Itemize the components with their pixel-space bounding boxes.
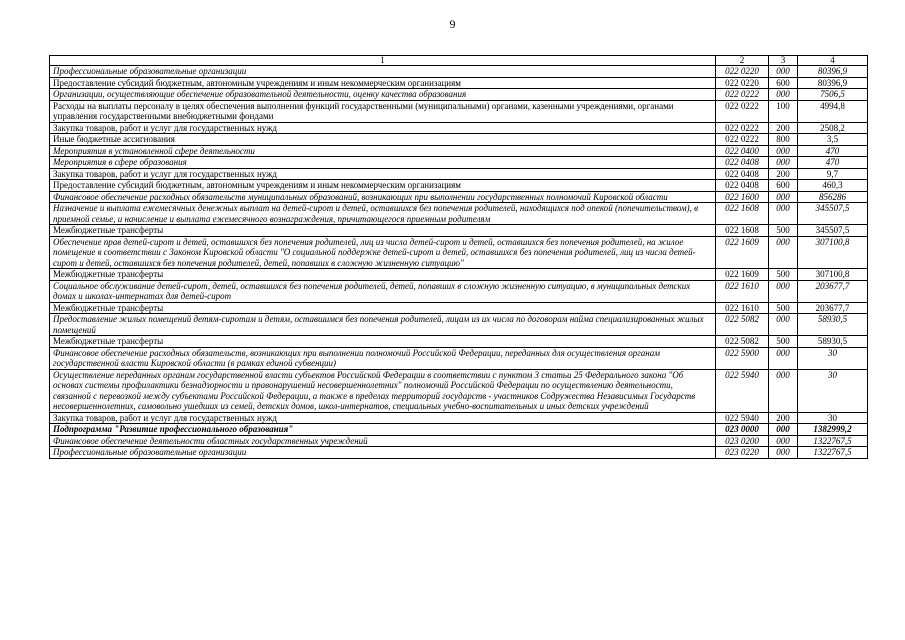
row-sum: 470 bbox=[798, 145, 868, 157]
row-code: 022 1609 bbox=[716, 236, 769, 269]
row-code: 022 0408 bbox=[716, 180, 769, 192]
row-name: Финансовое обеспечение деятельности областных государственных учреждений bbox=[50, 435, 716, 447]
row-sum: 30 bbox=[798, 412, 868, 424]
table-row bbox=[50, 168, 868, 180]
row-type: 000 bbox=[769, 435, 798, 447]
table-row bbox=[50, 100, 868, 122]
table-row bbox=[50, 66, 868, 78]
page-number: 9 bbox=[449, 17, 456, 31]
row-name: Финансовое обеспечение расходных обязательств муниципальных образований, возникающих при выполнении государственных полномочий Кировской области bbox=[50, 191, 716, 203]
row-type: 000 bbox=[769, 314, 798, 336]
row-name: Социальное обслуживание детей-сирот, детей, оставшихся без попечения родителей, детей, попавших в сложную жизненную ситуацию, в муниципальных детских домах и школах-интернатах для детей-сирот bbox=[50, 280, 716, 302]
row-sum: 345507,5 bbox=[798, 225, 868, 237]
table-header-row bbox=[50, 56, 868, 66]
row-type: 000 bbox=[769, 66, 798, 78]
row-code: 022 0222 bbox=[716, 134, 769, 146]
row-code: 022 1610 bbox=[716, 280, 769, 302]
row-name: Межбюджетные трансферты bbox=[50, 225, 716, 237]
row-code: 022 0400 bbox=[716, 145, 769, 157]
table-row bbox=[50, 435, 868, 447]
row-sum: 2508,2 bbox=[798, 122, 868, 134]
row-name: Назначение и выплата ежемесячных денежных выплат на детей-сирот и детей, оставшихся без попечения родителей, находящихся под опекой (попечительством), в приемной семье, и начисление и выплата ежемесячного вознаграждения, причитающегося приемным родителям bbox=[50, 203, 716, 225]
row-type: 200 bbox=[769, 412, 798, 424]
row-sum: 58930,5 bbox=[798, 314, 868, 336]
row-type: 500 bbox=[769, 225, 798, 237]
row-sum: 203677,7 bbox=[798, 302, 868, 314]
table-row bbox=[50, 122, 868, 134]
row-name: Предоставление субсидий бюджетным, автономным учреждениям и иным некоммерческим организациям bbox=[50, 180, 716, 192]
table-row bbox=[50, 347, 868, 369]
header-col-sum: 4 bbox=[798, 56, 868, 66]
row-name: Осуществление переданных органам государственной власти субъектов Российской Федерации в соответствии с пунктом 3 статьи 25 Федерального закона "Об основах системы профилактики безнадзорности и правонарушений несовершеннолетних" полномочий Российской Федерации по осуществлению деятельности, связанной с перевозкой между субъектами Российской Федерации, а также в пределах территорий государств - участников Содружества Независимых Государств несовершеннолетних, самовольно ушедших из семей, детских домов, школ-интернатов, специальных учебно-воспитательных и иных детских учреждений bbox=[50, 369, 716, 412]
table-row bbox=[50, 412, 868, 424]
row-sum: 307100,8 bbox=[798, 269, 868, 281]
row-code: 022 0220 bbox=[716, 77, 769, 89]
row-sum: 80396,9 bbox=[798, 66, 868, 78]
row-type: 800 bbox=[769, 134, 798, 146]
row-code: 022 0408 bbox=[716, 157, 769, 169]
table-row bbox=[50, 424, 868, 436]
row-type: 000 bbox=[769, 424, 798, 436]
row-name: Предоставление субсидий бюджетным, автономным учреждениям и иным некоммерческим организациям bbox=[50, 77, 716, 89]
row-code: 022 1608 bbox=[716, 203, 769, 225]
table-row bbox=[50, 236, 868, 269]
row-code: 022 0220 bbox=[716, 66, 769, 78]
table-row bbox=[50, 336, 868, 348]
row-sum: 1382999,2 bbox=[798, 424, 868, 436]
row-name: Профессиональные образовательные организации bbox=[50, 66, 716, 78]
row-sum: 470 bbox=[798, 157, 868, 169]
row-type: 200 bbox=[769, 122, 798, 134]
row-type: 000 bbox=[769, 236, 798, 269]
row-code: 022 0222 bbox=[716, 100, 769, 122]
header-col-name: 1 bbox=[50, 56, 716, 66]
row-name: Мероприятия в установленной сфере деятельности bbox=[50, 145, 716, 157]
row-code: 022 1609 bbox=[716, 269, 769, 281]
row-name: Финансовое обеспечение расходных обязательств, возникающих при выполнении полномочий Российской Федерации, переданных для осуществления органам государственной власти Кировской области (в рамках единой субвенции) bbox=[50, 347, 716, 369]
row-type: 000 bbox=[769, 203, 798, 225]
row-type: 600 bbox=[769, 180, 798, 192]
row-name: Межбюджетные трансферты bbox=[50, 269, 716, 281]
row-type: 500 bbox=[769, 302, 798, 314]
row-name: Обеспечение прав детей-сирот и детей, оставшихся без попечения родителей, лиц из числа детей-сирот и детей, оставшихся без попечения родителей, на жилое помещение в соответствии с Законом Кировской области "О социальной поддержке детей-сирот и детей, оставшихся без попечения родителей, лиц из числа детей-сирот и детей, оставшихся без попечения родителей, детей, попавших в сложную жизненную ситуацию" bbox=[50, 236, 716, 269]
row-sum: 4994,8 bbox=[798, 100, 868, 122]
row-sum: 345507,5 bbox=[798, 203, 868, 225]
row-code: 023 0220 bbox=[716, 447, 769, 459]
row-type: 000 bbox=[769, 145, 798, 157]
row-name: Расходы на выплаты персоналу в целях обеспечения выполнения функций государственными (муниципальными) органами, казенными учреждениями, органами управления государственными внебюджетными фондами bbox=[50, 100, 716, 122]
row-sum: 460,3 bbox=[798, 180, 868, 192]
row-type: 600 bbox=[769, 77, 798, 89]
row-sum: 856286 bbox=[798, 191, 868, 203]
row-code: 022 5940 bbox=[716, 369, 769, 412]
header-col-code: 2 bbox=[716, 56, 769, 66]
table-row bbox=[50, 89, 868, 101]
table-row bbox=[50, 280, 868, 302]
row-name: Мероприятия в сфере образования bbox=[50, 157, 716, 169]
header-col-type: 3 bbox=[769, 56, 798, 66]
row-type: 000 bbox=[769, 369, 798, 412]
table-row bbox=[50, 225, 868, 237]
row-code: 022 0222 bbox=[716, 122, 769, 134]
row-type: 000 bbox=[769, 89, 798, 101]
row-code: 022 1608 bbox=[716, 225, 769, 237]
row-code: 022 0408 bbox=[716, 168, 769, 180]
row-name: Иные бюджетные ассигнования bbox=[50, 134, 716, 146]
row-sum: 30 bbox=[798, 347, 868, 369]
row-sum: 58930,5 bbox=[798, 336, 868, 348]
row-type: 000 bbox=[769, 447, 798, 459]
row-code: 023 0200 bbox=[716, 435, 769, 447]
row-sum: 203677,7 bbox=[798, 280, 868, 302]
row-type: 100 bbox=[769, 100, 798, 122]
row-code: 022 5940 bbox=[716, 412, 769, 424]
row-sum: 9,7 bbox=[798, 168, 868, 180]
table-row bbox=[50, 369, 868, 412]
row-type: 000 bbox=[769, 157, 798, 169]
row-sum: 1322767,5 bbox=[798, 435, 868, 447]
table-row bbox=[50, 134, 868, 146]
table-row bbox=[50, 180, 868, 192]
budget-table bbox=[49, 55, 868, 459]
table-row bbox=[50, 314, 868, 336]
row-code: 022 1610 bbox=[716, 302, 769, 314]
row-name: Подпрограмма "Развитие профессионального образования" bbox=[50, 424, 716, 436]
row-name: Профессиональные образовательные организации bbox=[50, 447, 716, 459]
table-row bbox=[50, 77, 868, 89]
row-sum: 3,5 bbox=[798, 134, 868, 146]
row-type: 000 bbox=[769, 280, 798, 302]
row-sum: 80396,9 bbox=[798, 77, 868, 89]
table-row bbox=[50, 447, 868, 459]
table-row bbox=[50, 302, 868, 314]
row-code: 022 1600 bbox=[716, 191, 769, 203]
row-type: 500 bbox=[769, 269, 798, 281]
table-row bbox=[50, 203, 868, 225]
row-name: Закупка товаров, работ и услуг для государственных нужд bbox=[50, 412, 716, 424]
row-name: Межбюджетные трансферты bbox=[50, 336, 716, 348]
row-type: 200 bbox=[769, 168, 798, 180]
row-code: 022 5900 bbox=[716, 347, 769, 369]
row-name: Закупка товаров, работ и услуг для государственных нужд bbox=[50, 122, 716, 134]
table-row bbox=[50, 269, 868, 281]
row-code: 022 0222 bbox=[716, 89, 769, 101]
row-name: Межбюджетные трансферты bbox=[50, 302, 716, 314]
row-type: 000 bbox=[769, 347, 798, 369]
row-code: 022 5082 bbox=[716, 336, 769, 348]
table-row bbox=[50, 145, 868, 157]
row-sum: 307100,8 bbox=[798, 236, 868, 269]
row-name: Организации, осуществляющие обеспечение образовательной деятельности, оценку качества образования bbox=[50, 89, 716, 101]
row-sum: 7506,5 bbox=[798, 89, 868, 101]
row-code: 022 5082 bbox=[716, 314, 769, 336]
row-sum: 30 bbox=[798, 369, 868, 412]
row-type: 500 bbox=[769, 336, 798, 348]
row-code: 023 0000 bbox=[716, 424, 769, 436]
table-row bbox=[50, 157, 868, 169]
row-name: Закупка товаров, работ и услуг для государственных нужд bbox=[50, 168, 716, 180]
row-type: 000 bbox=[769, 191, 798, 203]
row-name: Предоставление жилых помещений детям-сиротам и детям, оставшимся без попечения родителей, лицам из их числа по договорам найма специализированных жилых помещений bbox=[50, 314, 716, 336]
table-row bbox=[50, 191, 868, 203]
row-sum: 1322767,5 bbox=[798, 447, 868, 459]
